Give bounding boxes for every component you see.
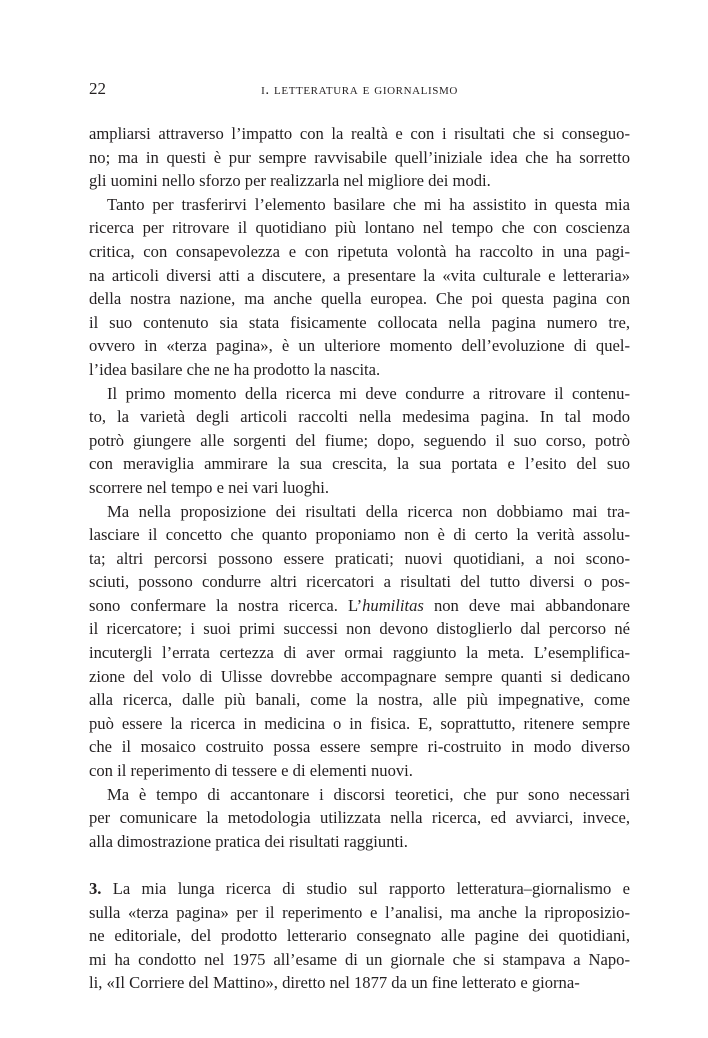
paragraph [89, 193, 630, 382]
text-line: alla dimostrazione pratica dei risultati raggiunti. [89, 831, 408, 851]
text-line: li, «Il Corriere del Mattino», diretto nel 1877 da un fine letterato e giorna- [89, 973, 580, 993]
text-line: ne editoriale, del prodotto letterario consegnato alle pagine dei quotidiani, [89, 926, 630, 946]
italic-term: humilitas [362, 595, 424, 615]
paragraph [89, 783, 630, 854]
text-line: na articoli diversi atti a discutere, a presentare la «vita culturale e letteraria» [89, 265, 630, 285]
text-line [89, 877, 630, 901]
text-line: sulla «terza pagina» per il reperimento e l’analisi, ma anche la riproposizio- [89, 902, 630, 922]
text-line: che il mosaico costruito possa essere sempre ri-costruito in modo diverso [89, 737, 630, 757]
page-number: 22 [89, 79, 106, 98]
paragraph [89, 382, 630, 500]
body-text [89, 122, 630, 995]
text-line: no; ma in questi è pur sempre ravvisabile quell’iniziale idea che ha sorretto [89, 147, 630, 167]
text-line: Ma nella proposizione dei risultati della ricerca non dobbiamo mai tra- [107, 501, 630, 521]
text-line: scorrere nel tempo e nei vari luoghi. [89, 477, 330, 497]
text-line: ovvero in «terza pagina», è un ulteriore momento dell’evoluzione di quel- [89, 336, 630, 356]
text-line: Il primo momento della ricerca mi deve condurre a ritrovare il contenu- [107, 383, 630, 403]
section-gap [89, 853, 630, 877]
text-line: zione del volo di Ulisse dovrebbe accompagnare sempre quanti si dedicano [89, 666, 630, 686]
text-line: l’idea basilare che ne ha prodotto la nascita. [89, 359, 381, 379]
text-line: potrò giungere alle sorgenti del fiume; dopo, seguendo il suo corso, potrò [89, 430, 630, 450]
text-line: to, la varietà degli articoli raccolti nella medesima pagina. In tal modo [89, 407, 630, 427]
text-line: ta; altri percorsi possono essere praticati; nuovi quotidiani, a noi scono- [89, 548, 630, 568]
text-line: ampliarsi attraverso l’impatto con la realtà e con i risultati che si conseguo- [89, 124, 630, 143]
section-3 [89, 877, 630, 995]
text-line: Tanto per trasferirvi l’elemento basilare che mi ha assistito in questa mia [107, 194, 630, 214]
page-header [89, 79, 630, 103]
text-line: della nostra nazione, ma anche quella europea. Che poi questa pagina con [89, 289, 630, 309]
text-run: non deve mai abbandonare [423, 595, 630, 615]
text-line: con meraviglia ammirare la sua crescita, la sua portata e l’esito del suo [89, 454, 630, 474]
text-line: mi ha condotto nel 1975 all’esame di un giornale che si stampava a Napo- [89, 949, 630, 969]
text-line: può essere la ricerca in medicina o in fisica. E, soprattutto, ritenere sempre [89, 713, 630, 733]
section-number: 3. [89, 879, 102, 898]
text-line: incutergli l’errata certezza di aver ormai raggiunto la meta. L’esemplifica- [89, 643, 630, 663]
text-run: sono confermare la nostra ricerca. L’ [89, 595, 363, 615]
text-line: ricerca per ritrovare il quotidiano più lontano nel tempo che con coscienza [89, 218, 630, 238]
paragraph [89, 122, 630, 193]
paragraph [89, 500, 630, 783]
text-line: alla ricerca, dalle più banali, come la nostra, alle più impegnative, come [89, 690, 630, 710]
text-line: per comunicare la metodologia utilizzata nella ricerca, ed avviarci, invece, [89, 808, 630, 828]
text-line: critica, con consapevolezza e con ripetuta volontà ha raccolto in una pagi- [89, 241, 630, 261]
running-head: i. letteratura e giornalismo [261, 82, 458, 98]
text-line: con il reperimento di tessere e di elementi nuovi. [89, 761, 413, 781]
text-line: il suo contenuto sia stata fisicamente collocata nella pagina numero tre, [89, 312, 630, 332]
text-line: il ricercatore; i suoi primi successi non devono distoglierlo dal percorso né [89, 619, 630, 639]
text-line: Ma è tempo di accantonare i discorsi teoretici, che pur sono necessari [107, 784, 630, 804]
text-line [89, 594, 630, 618]
text-line: sciuti, possono condurre altri ricercatori a risultati del tutto diversi o pos- [89, 572, 630, 592]
text-line: lasciare il concetto che quanto proponiamo non è di certo la verità assolu- [89, 525, 630, 545]
text-run: La mia lunga ricerca di studio sul rapporto letteratura–giornalismo e [101, 879, 630, 898]
text-line: gli uomini nello sforzo per realizzarla nel migliore dei modi. [89, 171, 491, 191]
